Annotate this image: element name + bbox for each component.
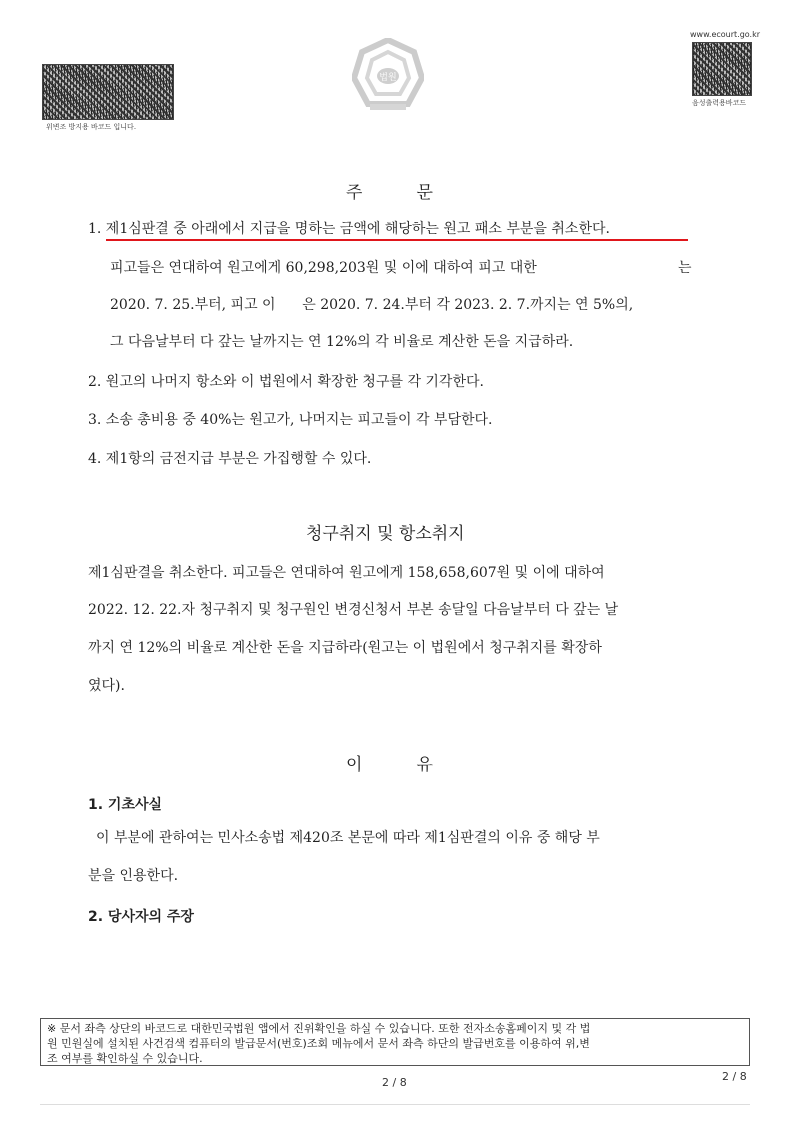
order-item-2: 2. 원고의 나머지 항소와 이 법원에서 확장한 청구를 각 기각한다.	[88, 374, 484, 390]
right-barcode-caption: 음성출력용바코드	[692, 99, 747, 107]
order-item-4: 4. 제1항의 금전지급 부분은 가집행할 수 있다.	[88, 451, 372, 467]
order-title: 주 문	[346, 183, 433, 203]
page-number-center: 2 / 8	[382, 1076, 407, 1089]
red-underline	[106, 239, 688, 241]
reason-title: 이 유	[346, 755, 433, 775]
notice-line-2: 원 민원실에 설치된 사건검색 컴퓨터의 발급문서(번호)조회 메뉴에서 문서 좌측 하단의 발급번호를 이용하여 위,변	[47, 1037, 590, 1050]
order-item-1-line-2-end: 는	[678, 260, 692, 276]
page-number-right: 2 / 8	[722, 1070, 747, 1083]
claim-title: 청구취지 및 항소취지	[306, 524, 465, 544]
audio-barcode	[692, 42, 752, 96]
reason-heading-1: 1. 기초사실	[88, 797, 163, 813]
order-item-1-line-3: 2020. 7. 25.부터, 피고 이 은 2020. 7. 24.부터 각 2023. 2. 7.까지는 연 5%의,	[110, 297, 634, 313]
order-item-1-head: 1. 제1심판결 중 아래에서 지급을 명하는 금액에 해당하는 원고 패소 부분을 취소한다.	[88, 221, 610, 237]
left-barcode-caption: 위변조 방지용 바코드 입니다.	[46, 123, 137, 131]
reason-heading-2: 2. 당사자의 주장	[88, 909, 194, 925]
claim-line-1: 제1심판결을 취소한다. 피고들은 연대하여 원고에게 158,658,607원 및 이에 대하여	[88, 565, 605, 581]
bottom-divider	[40, 1104, 750, 1105]
verification-barcode	[42, 64, 174, 120]
court-seal-icon	[352, 38, 424, 114]
reason-paragraph-1-line-2: 분을 인용한다.	[88, 868, 179, 884]
order-item-1-line-2: 피고들은 연대하여 원고에게 60,298,203원 및 이에 대하여 피고 대한	[110, 260, 537, 276]
seal-text: 법원	[379, 73, 397, 83]
verification-notice	[40, 1018, 750, 1066]
order-item-3: 3. 소송 총비용 중 40%는 원고가, 나머지는 피고들이 각 부담한다.	[88, 412, 493, 428]
order-item-1-line-4: 그 다음날부터 다 갚는 날까지는 연 12%의 각 비율로 계산한 돈을 지급하라.	[110, 334, 574, 350]
claim-line-2: 2022. 12. 22.자 청구취지 및 청구원인 변경신청서 부본 송달일 다음날부터 다 갚는 날	[88, 602, 619, 618]
notice-line-3: 조 여부를 확인하실 수 있습니다.	[47, 1052, 203, 1065]
claim-line-4: 였다).	[88, 678, 125, 694]
claim-line-3: 까지 연 12%의 비율로 계산한 돈을 지급하라(원고는 이 법원에서 청구취지를 확장하	[88, 640, 602, 656]
reason-paragraph-1-line-1: 이 부분에 관하여는 민사소송법 제420조 본문에 따라 제1심판결의 이유 중 해당 부	[96, 830, 600, 846]
ecourt-url: www.ecourt.go.kr	[690, 30, 760, 39]
notice-line-1: ※ 문서 좌측 상단의 바코드로 대한민국법원 앱에서 진위확인을 하실 수 있습니다. 또한 전자소송홈페이지 및 각 법	[47, 1022, 591, 1035]
